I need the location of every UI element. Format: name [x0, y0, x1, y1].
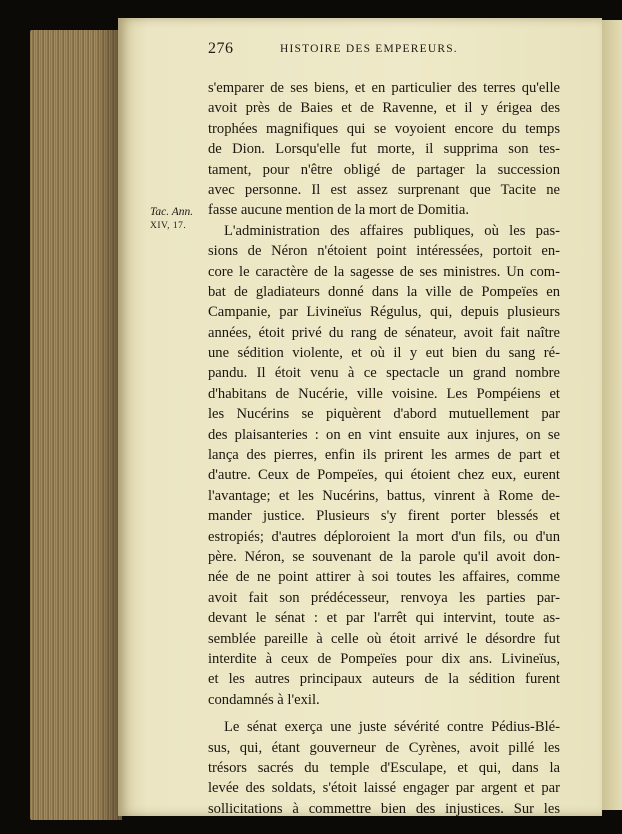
text-line: trésors sacrés du temple d'Esculape, et qui, dans la [208, 759, 560, 776]
text-line: sollicitations à commettre bien des injustices. Sur les [208, 800, 560, 817]
text-line: sions de Néron n'étoient point intéressées, portoit en- [208, 243, 560, 260]
body-text [208, 78, 560, 819]
margin-note-reference: XIV, 17. [150, 221, 187, 231]
text-line: une sédition violente, et où il y eut bien du sang ré- [208, 345, 560, 362]
page-header [208, 40, 560, 62]
text-line: semblée pareille à celle où étoit arrivé le désordre fut [208, 630, 560, 647]
text-line: devant le sénat : et par l'arrêt qui intervint, toute as- [208, 610, 560, 627]
text-line: mander justice. Plusieurs s'y firent porter blessés et [208, 508, 560, 525]
facing-page-edge [600, 20, 622, 810]
margin-note [150, 205, 208, 233]
text-line: pandu. Il étoit venu à ce spectacle un grand nombre [208, 365, 560, 382]
text-line: lança des pierres, enfin ils prirent les armes de part et [208, 447, 560, 464]
text-line: core le caractère de la sagesse de ses ministres. Un com- [208, 263, 560, 280]
text-line: L'administration des affaires publiques, où les pas- [224, 222, 560, 239]
text-line: avec personne. Il est assez surprenant que Tacite ne [208, 181, 560, 198]
text-line: les Nucérins se piquèrent d'abord mutuellement par [208, 406, 560, 423]
text-line: d'autre. Ceux de Pompeïes, qui étoient chez eux, eurent [208, 467, 560, 484]
text-line: levée des soldats, s'étoit laissé engager par argent et par [208, 780, 560, 797]
text-line: s'emparer de ses biens, et en particulier des terres qu'elle [208, 80, 560, 96]
text-line: tament, pour n'être obligé de partager la succession [208, 161, 560, 178]
text-line: Campanie, par Livineïus Régulus, qui, depuis plusieurs [208, 304, 560, 321]
text-line: née de ne point attirer à soi toutes les affaires, comme [208, 569, 560, 586]
text-line: de Dion. Lorsqu'elle fut morte, il supprima son tes- [208, 141, 560, 158]
margin-note-source: Tac. Ann. [150, 206, 194, 218]
text-line: condamnés à l'exil. [208, 691, 320, 708]
text-line: Le sénat exerça une juste sévérité contre Pédius-Blé- [224, 719, 560, 736]
text-line: père. Néron, se souvenant de la parole qu'il avoit don- [208, 548, 560, 565]
text-line: trophées magnifiques qui se voyoient encore du temps [208, 120, 560, 137]
text-line: des plaisanteries : on en vint ensuite aux injures, on se [208, 426, 560, 443]
text-line: fasse aucune mention de la mort de Domitia. [208, 202, 469, 219]
text-line: bat de gladiateurs donné dans la ville de Pompeïes en [208, 283, 560, 300]
text-line: l'avantage; et les Nucérins, battus, vinrent à Rome de- [208, 487, 560, 504]
running-head: HISTOIRE DES EMPEREURS. [280, 43, 458, 55]
text-line: avoit fait son prédécesseur, renvoya les parties par- [208, 589, 560, 606]
text-line: avoit près de Baies et de Ravenne, et il y érigea des [208, 100, 560, 117]
page-number: 276 [208, 40, 234, 57]
text-line: interdite à ceux de Pompeïes pour dix ans. Livineïus, [208, 650, 560, 667]
text-line: d'habitans de Nucérie, ville voisine. Les Pompéiens et [208, 385, 560, 402]
text-line: années, étoit privé du rang de sénateur, avoit fait naître [208, 324, 560, 341]
text-line: et les autres principaux auteurs de la sédition furent [208, 671, 560, 688]
text-line: sus, qui, étant gouverneur de Cyrènes, avoit pillé les [208, 739, 560, 756]
text-line: estropiés; d'autres déploroient la mort d'un fils, ou d'un [208, 528, 560, 545]
